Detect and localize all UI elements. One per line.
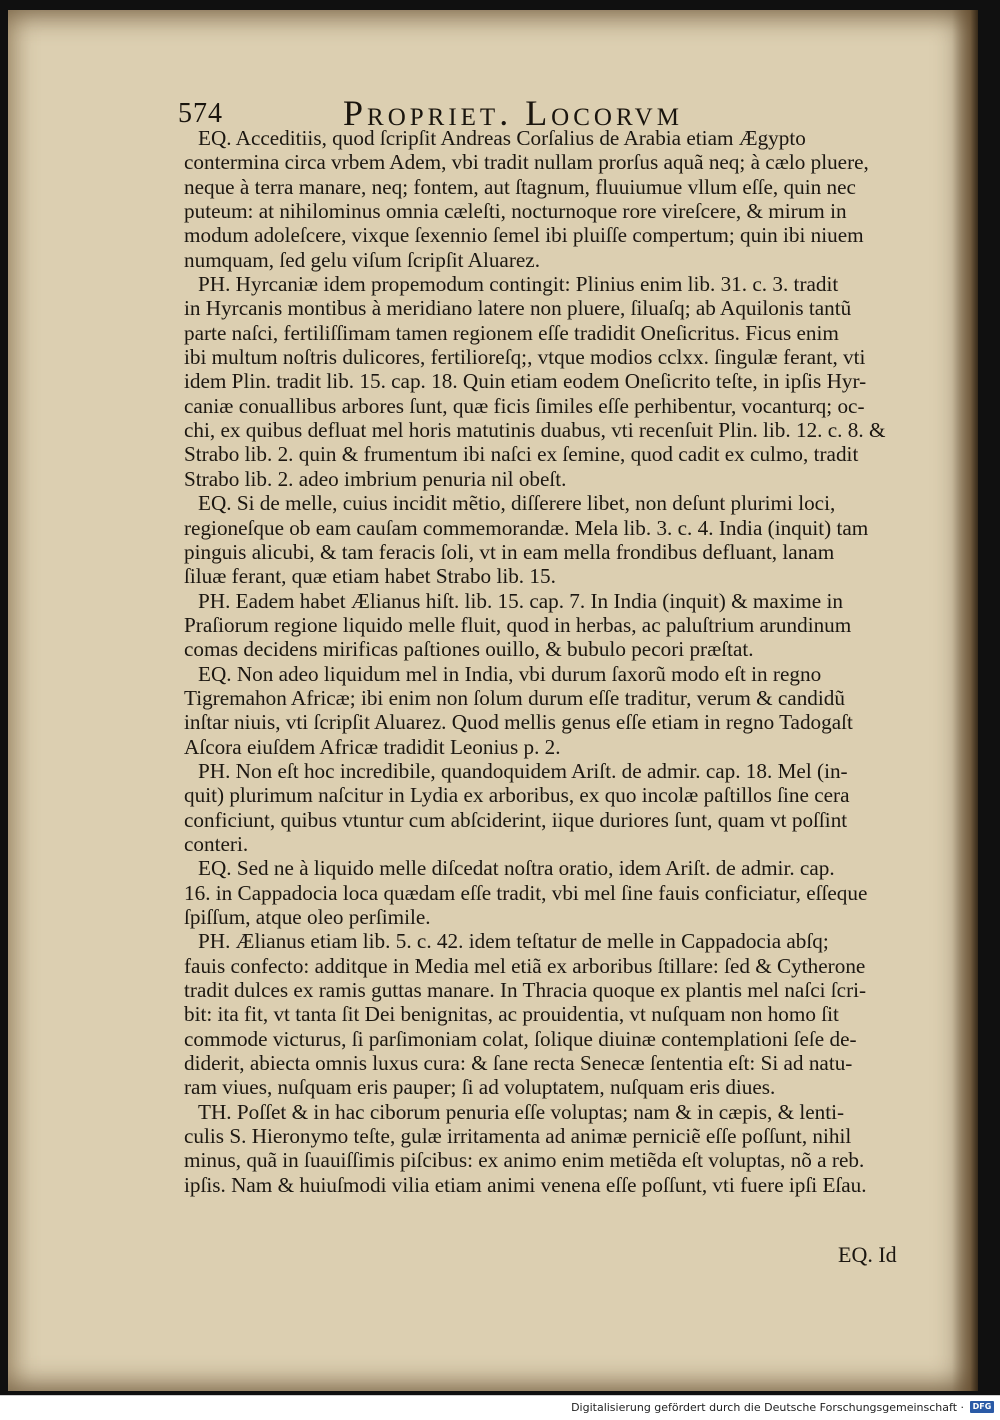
page-gutter-shadow [952, 10, 978, 1391]
text-line: EQ. Acceditiis, quod ſcripſit Andreas Corſalius de Arabia etiam Ægypto [198, 126, 806, 150]
text-line: inſtar niuis, vti ſcripſit Aluarez. Quod mellis genus eſſe etiam in regno Tadogaſt [184, 710, 853, 735]
text-line: Strabo lib. 2. adeo imbrium penuria nil obeſt. [184, 466, 567, 491]
catchword: EQ. Id [838, 1242, 897, 1267]
text-line: conteri. [184, 831, 249, 856]
text-line: EQ. Si de melle, cuius incidit mẽtio, diſſerere libet, non deſunt plurimi loci, [198, 491, 836, 516]
text-line: ram viues, nuſquam eris pauper; ſi ad voluptatem, nuſquam eris diues. [184, 1075, 776, 1100]
text-line: PH. Ælianus etiam lib. 5. c. 42. idem teſtatur de melle in Cappadocia abſq; [198, 929, 829, 954]
text-line: ſpiſſum, atque oleo perſimile. [184, 905, 431, 929]
dfg-logo: DFG [970, 1401, 994, 1413]
text-line: PH. Hyrcaniæ idem propemodum contingit: Plinius enim lib. 31. c. 3. tradit [198, 272, 839, 297]
text-line: caniæ conuallibus arbores ſunt, quæ ficis ſimiles eſſe perhibentur, vocanturq; oc- [184, 393, 865, 418]
text-line: conficiunt, quibus vtuntur cum abſciderint, iique duriores ſunt, quam vt poſſint [184, 807, 848, 832]
text-line: commode victurus, ſi parſimoniam colat, ſolique diuinæ contemplationi ſeſe de- [184, 1026, 857, 1051]
text-line: tradit dulces ex ramis guttas manare. In Thracia quoque ex plantis mel naſci ſcri- [184, 978, 867, 1003]
text-line: pinguis alicubi, & tam feracis ſoli, vt in eam mella frondibus defluant, lanam [184, 539, 835, 564]
text-line: modum adoleſcere, vixque ſexennio ſemel ibi pluiſſe compertum; quin ibi niuem [184, 223, 864, 248]
text-line: contermina circa vrbem Adem, vbi tradit nullam prorſus aquã neq; à cælo pluere, [184, 150, 869, 175]
page-number: 574 [178, 98, 223, 129]
text-line: neque à terra manare, neq; fontem, aut ſtagnum, fluuiumue vllum eſſe, quin nec [184, 174, 856, 199]
text-line: ibi multum noſtris dulicores, fertilioreſq;, vtque modios cclxx. ſingulæ ferant, vti [184, 345, 866, 370]
text-line: TH. Poſſet & in hac ciborum penuria eſſe voluptas; nam & in cæpis, & lenti- [198, 1099, 845, 1124]
running-title: Propriet. Locorvm [343, 93, 683, 133]
text-line: parte naſci, fertiliſſimam tamen regionem eſſe tradidit Oneſicritus. Ficus enim [184, 320, 839, 345]
text-line: ipſis. Nam & huiuſmodi vilia etiam animi venena eſſe poſſunt, vti fuere ipſi Eſau. [184, 1172, 867, 1197]
page-header [178, 88, 798, 133]
text-line: EQ. Sed ne à liquido melle diſcedat noſtra oratio, idem Ariſt. de admir. cap. [198, 856, 835, 881]
text-line: Tigremahon Africæ; ibi enim non ſolum durum eſſe traditur, verum & candidũ [184, 685, 845, 710]
text-line: chi, ex quibus defluat mel horis matutinis duabus, vti recenſuit Plin. lib. 12. c. 8. & [184, 418, 886, 443]
text-line: regioneſque ob eam cauſam commemorandæ. Mela lib. 3. c. 4. India (inquit) tam [184, 515, 869, 540]
funding-credit: Digitalisierung gefördert durch die Deutsche Forschungsgemeinschaft · [571, 1401, 964, 1414]
text-line: diderit, abiecta omnis luxus cura: & ſane recta Senecæ ſententia eſt: Si ad natu- [184, 1051, 853, 1076]
text-line: Praſiorum regione liquido melle fluit, quod in herbas, ac paluſtrium arundinum [184, 612, 852, 637]
body-text [184, 126, 926, 1197]
text-line: minus, quã in ſuauiſſimis piſcibus: ex animo enim metiẽda eſt voluptas, nõ a reb. [184, 1148, 865, 1173]
book-page [8, 10, 978, 1391]
text-line: 16. in Cappadocia loca quædam eſſe tradit, vbi mel ſine fauis conficiatur, eſſeque [184, 880, 868, 905]
text-line: PH. Eadem habet Ælianus hiſt. lib. 15. cap. 7. In India (inquit) & maxime in [198, 588, 843, 613]
text-line: numquam, ſed gelu viſum ſcripſit Aluarez. [184, 247, 540, 272]
text-line: fauis confecto: additque in Media mel etiã ex arboribus ſtillare: ſed & Cytherone [184, 953, 866, 978]
text-line: Strabo lib. 2. quin & frumentum ibi naſci ex ſemine, quod cadit ex culmo, tradit [184, 442, 859, 467]
text-line: EQ. Non adeo liquidum mel in India, vbi durum ſaxorũ modo eſt in regno [198, 661, 822, 686]
text-line: culis S. Hieronymo teſte, gulæ irritamenta ad animæ perniciẽ eſſe poſſunt, nihil [184, 1124, 852, 1149]
text-line: Aſcora eiuſdem Africæ tradidit Leonius p. 2. [184, 734, 561, 759]
text-line: comas decidens mirificas paſtiones ouillo, & bubulo pecori præſtat. [184, 637, 754, 662]
text-line: puteum: at nihilominus omnia cæleſti, nocturnoque rore vireſcere, & mirum in [184, 199, 847, 224]
text-line: ſiluæ ferant, quæ etiam habet Strabo lib. 15. [184, 564, 556, 589]
text-line: idem Plin. tradit lib. 15. cap. 18. Quin etiam eodem Oneſicrito teſte, in ipſis Hyr- [184, 369, 867, 394]
text-line: in Hyrcanis montibus à meridiano latere non pluere, ſiluaſq; ab Aquilonis tantũ [184, 296, 852, 321]
text-line: quit) plurimum naſcitur in Lydia ex arboribus, ex quo incolæ paſtillos ſine cera [184, 783, 850, 808]
digitization-footer [0, 1395, 1000, 1420]
text-line: bit: ita fit, vt tanta ſit Dei benignitas, ac prouidentia, vt nuſquam non homo ſit [184, 1002, 839, 1027]
text-line: PH. Non eſt hoc incredibile, quandoquidem Ariſt. de admir. cap. 18. Mel (in- [198, 758, 848, 783]
